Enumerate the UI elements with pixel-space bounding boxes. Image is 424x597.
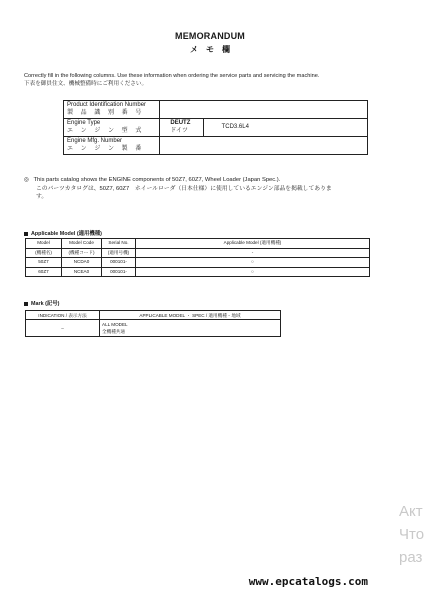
table-row [64, 101, 368, 119]
page-title: MEMORANDUM [175, 31, 245, 41]
model-cell: 50Z7 [26, 258, 62, 268]
model-code-cell: NCDA0 [62, 258, 102, 268]
watermark-line: раз [399, 549, 423, 566]
engine-maker-jp: ドイツ [170, 127, 189, 134]
double-circle-icon: ◎ [24, 177, 30, 183]
engine-type-value [203, 119, 367, 137]
product-id-value[interactable] [160, 101, 368, 119]
applicable-line-en: ALL MODEL [102, 322, 128, 327]
footer-url: www.epcatalogs.com [248, 575, 368, 588]
note-line-jp-2: す。 [36, 194, 48, 200]
watermark-line: Что [399, 526, 424, 543]
column-header: Model Code [62, 239, 102, 249]
table-header-row [26, 311, 281, 320]
label-jp: 製 品 識 別 番 号 [67, 109, 145, 116]
label-jp: エ ン ジ ン 製 番 [67, 145, 145, 152]
intro-text [24, 72, 404, 88]
intro-line-en: Correctly fill in the following columns. Use these information when ordering the service parts and servicing the machine. [24, 73, 320, 79]
engine-mfg-label [64, 137, 160, 155]
intro-line-jp: 下表を御員住文、機械整備時にご利用ください。 [24, 81, 148, 87]
model-code-cell: NCEA0 [62, 267, 102, 277]
indication-value: – [26, 320, 100, 337]
page-subtitle: メモ欄 [190, 45, 238, 54]
engine-info-table [63, 100, 368, 155]
applicable-header: APPLICABLE MODEL ・ SPEC / 適用機種・地域 [100, 311, 281, 320]
catalog-note [24, 176, 399, 202]
column-header-jp: (適用号機) [102, 248, 136, 258]
applicable-value [100, 320, 281, 337]
heading-text: Mark (記号) [31, 301, 60, 307]
applicable-model-heading [24, 229, 102, 237]
serial-cell: 000101- [102, 258, 136, 268]
label-jp: エ ン ジ ン 型 式 [67, 127, 145, 134]
column-header: Applicable Model (適用機種) [136, 239, 370, 249]
label-en: Product Identification Number [67, 102, 147, 108]
table-row [64, 137, 368, 155]
applicable-mark-cell: ○ [136, 258, 370, 268]
engine-maker-cell [160, 119, 203, 137]
applicable-model-table [25, 238, 370, 277]
mark-heading [24, 299, 59, 307]
engine-type-label [64, 119, 160, 137]
product-id-label [64, 101, 160, 119]
note-line-en [24, 176, 399, 185]
engine-mfg-value[interactable] [160, 137, 368, 155]
model-cell: 60Z7 [26, 267, 62, 277]
applicable-line-jp: 全機種共通 [102, 329, 125, 334]
square-bullet-icon [24, 232, 28, 236]
mark-table [25, 310, 281, 337]
engine-type-code: TCD3.6L4 [221, 123, 249, 130]
serial-cell: 000101- [102, 267, 136, 277]
column-header-jp: - [136, 248, 370, 258]
table-row [64, 119, 368, 137]
note-line-jp-1: このパーツカタログは、50Z7, 60Z7 ホイールローダ（日本仕様）に使用しているエンジン部品を掲載してありま [36, 185, 332, 192]
indication-header: INDICATION / 表示方法 [26, 311, 100, 320]
label-en: Engine Type [67, 120, 101, 126]
activation-watermark [399, 500, 424, 569]
column-header: Model [26, 239, 62, 249]
table-row [26, 258, 370, 268]
engine-maker-en: DEUTZ [170, 120, 191, 126]
note-text-en: This parts catalog shows the ENGINE components of 50Z7, 60Z7, Wheel Loader (Japan Spec.). [33, 177, 281, 183]
square-bullet-icon [24, 302, 28, 306]
column-header-jp: (機種名) [26, 248, 62, 258]
watermark-line: Акт [399, 503, 423, 520]
table-header-row [26, 239, 370, 249]
applicable-mark-cell: ○ [136, 267, 370, 277]
table-row [26, 267, 370, 277]
table-row [26, 320, 281, 337]
table-header-row [26, 248, 370, 258]
column-header-jp: (機種コード) [62, 248, 102, 258]
heading-text: Applicable Model (適用機種) [31, 231, 102, 237]
label-en: Engine Mfg. Number [67, 138, 123, 144]
column-header: Serial No. [102, 239, 136, 249]
